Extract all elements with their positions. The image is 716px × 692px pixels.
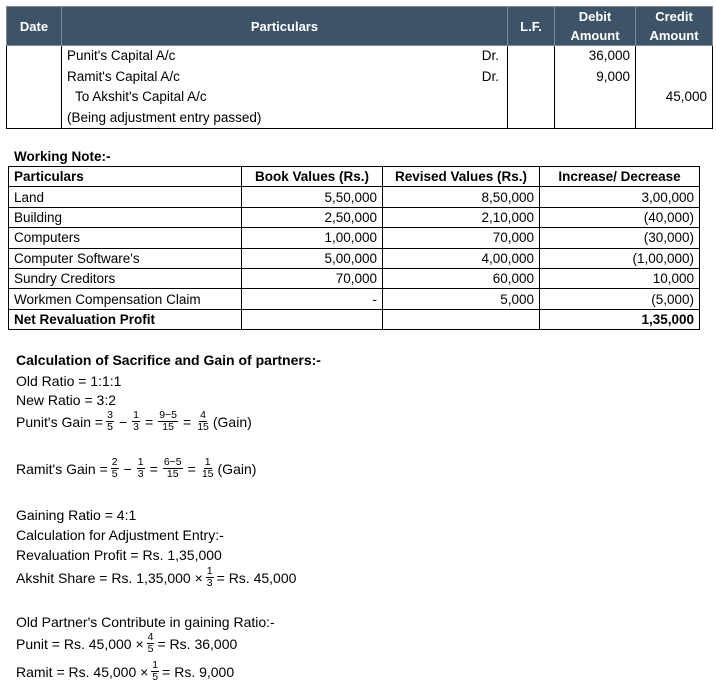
table-row [9,187,700,207]
eq-suffix: = Rs. 45,000 [216,569,297,586]
line-text: Punit's Capital A/c [67,48,176,63]
line-text: Ramit's Capital A/c [67,68,180,84]
fraction [196,410,210,433]
akshit-share-equation [16,566,296,589]
date-cell [7,46,62,129]
denominator: 3 [133,421,139,433]
line-text: To Akshit's Capital A/c [75,89,207,104]
header-particulars: Particulars [62,7,508,46]
fraction [132,410,140,433]
revised-value: 4,00,000 [383,248,540,268]
row-label: Workmen Compensation Claim [9,289,242,309]
revised-value: 8,50,000 [383,187,540,207]
credit-spacer [636,67,707,88]
table-row [9,248,700,268]
credit-cell [636,46,713,129]
denominator: 15 [201,468,214,480]
book-value: 70,000 [242,268,383,288]
header-credit: Credit Amount [636,7,713,46]
eq-suffix: = Rs. 9,000 [162,663,235,680]
table-row [9,207,700,227]
numerator: 1 [204,456,211,468]
change-value: (5,000) [540,289,700,309]
sacrifice-gain-heading: Calculation of Sacrifice and Gain of partners:- [16,352,321,368]
table-row [9,289,700,309]
punit-contribution-equation [16,632,237,655]
equals-sign: = [183,413,192,430]
empty-cell [383,309,540,329]
revised-value: 60,000 [383,268,540,288]
equals-sign: = [187,460,196,477]
journal-entry-table [6,6,713,129]
book-value: 5,00,000 [242,248,383,268]
adjustment-heading: Calculation for Adjustment Entry:- [16,527,224,543]
revised-value: 2,10,000 [383,207,540,227]
total-value: 1,35,000 [540,309,700,329]
credit-value: 45,000 [665,89,707,104]
equals-sign: = [145,413,154,430]
revised-value: 70,000 [383,228,540,248]
revaluation-table [8,166,700,330]
minus-sign: − [118,413,128,430]
journal-header-row [7,7,713,46]
denominator: 5 [152,671,159,683]
equals-sign: = [149,460,158,477]
fraction [111,457,119,480]
numerator: 2 [111,456,118,468]
col-book-values: Book Values (Rs.) [242,167,383,187]
dr-label: Dr. [481,48,499,63]
row-label: Computers [9,228,242,248]
debit-value: 36,000 [588,48,630,63]
revised-value: 5,000 [383,289,540,309]
book-value: 2,50,000 [242,207,383,227]
journal-line [67,108,507,129]
minus-sign: − [123,460,132,477]
numerator: 1 [206,565,213,577]
eq-label: Ramit's Gain = [16,460,108,477]
book-value: - [242,289,383,309]
debit-cell [555,46,636,129]
numerator: 1 [152,659,159,671]
fraction [158,410,178,433]
numerator: 3 [107,409,113,421]
table-row [9,268,700,288]
eq-suffix: = Rs. 36,000 [157,635,238,652]
col-particulars: Particulars [9,167,242,187]
numerator: 9−5 [159,409,177,421]
header-date: Date [7,7,62,46]
row-label: Building [9,207,242,227]
fraction [147,632,155,655]
gain-label: (Gain) [217,460,257,477]
journal-body-row [7,46,713,129]
journal-line [67,46,507,67]
book-value: 5,50,000 [242,187,383,207]
denominator: 15 [162,421,174,433]
col-increase-decrease: Increase/ Decrease [540,167,700,187]
numerator: 4 [147,631,154,643]
header-debit: Debit Amount [555,7,636,46]
line-text: (Being adjustment entry passed) [67,109,262,125]
denominator: 5 [107,421,113,433]
dr-label: Dr. [481,68,499,84]
fraction [137,457,145,480]
denominator: 5 [147,643,154,655]
fraction [201,457,215,480]
denominator: 5 [111,468,118,480]
ramit-contribution-equation [16,660,234,683]
row-label: Computer Software's [9,248,242,268]
denominator: 3 [137,468,144,480]
denominator: 3 [206,577,213,589]
working-note-title: Working Note:- [14,149,111,164]
gaining-ratio: Gaining Ratio = 4:1 [16,507,137,523]
contribution-heading: Old Partner's Contribute in gaining Ratio:- [16,614,275,630]
total-row [9,309,700,329]
denominator: 15 [166,468,179,480]
new-ratio: New Ratio = 3:2 [16,392,116,408]
journal-line [67,67,507,88]
col-revised-values: Revised Values (Rs.) [383,167,540,187]
numerator: 4 [200,409,206,421]
change-value: 10,000 [540,268,700,288]
revaluation-profit: Revaluation Profit = Rs. 1,35,000 [16,547,222,563]
gain-label: (Gain) [212,413,252,430]
eq-prefix: Punit = Rs. 45,000 × [16,635,144,652]
punit-gain-equation [16,410,252,433]
header-lf: L.F. [508,7,555,46]
numerator: 6−5 [163,456,182,468]
eq-prefix: Ramit = Rs. 45,000 × [16,663,149,680]
old-ratio: Old Ratio = 1:1:1 [16,373,122,389]
change-value: (1,00,000) [540,248,700,268]
change-value: 3,00,000 [540,187,700,207]
revaluation-header-row [9,167,700,187]
total-label: Net Revaluation Profit [9,309,242,329]
change-value: (30,000) [540,228,700,248]
fraction [206,566,214,589]
fraction [106,410,114,433]
denominator: 15 [197,421,209,433]
particulars-cell [62,46,508,129]
fraction [151,660,159,683]
row-label: Sundry Creditors [9,268,242,288]
row-label: Land [9,187,242,207]
numerator: 1 [137,456,144,468]
empty-cell [242,309,383,329]
credit-spacer [636,46,707,67]
ramit-gain-equation [16,457,256,480]
table-row [9,228,700,248]
journal-line [67,87,507,108]
numerator: 1 [133,409,139,421]
eq-label: Punit's Gain = [16,413,104,430]
debit-value: 9,000 [596,68,630,84]
fraction [163,457,183,480]
book-value: 1,00,000 [242,228,383,248]
eq-prefix: Akshit Share = Rs. 1,35,000 × [16,569,203,586]
lf-cell [508,46,555,129]
change-value: (40,000) [540,207,700,227]
